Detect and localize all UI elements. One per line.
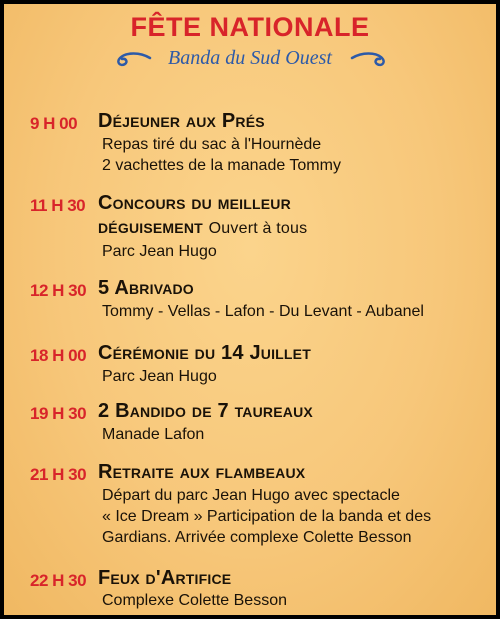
event-detail: 2 vachettes de la manade Tommy — [102, 157, 341, 174]
event-heading: Déjeuner aux Prés — [98, 110, 265, 132]
event-detail: Départ du parc Jean Hugo avec spectacle — [102, 487, 400, 504]
event-heading-extra: Ouvert à tous — [208, 220, 308, 237]
event-heading: Feux d'Artifice — [98, 567, 232, 589]
event-heading: 5 Abrivado — [98, 277, 194, 299]
event-detail: « Ice Dream » Participation de la banda et des — [102, 508, 432, 525]
event-detail: Parc Jean Hugo — [102, 243, 217, 260]
event-heading: 2 Bandido de 7 taureaux — [98, 400, 313, 422]
event-time: 22 H 30 — [30, 571, 87, 590]
poster-subtitle: Banda du Sud Ouest — [168, 47, 332, 69]
event-time: 19 H 30 — [30, 404, 87, 423]
event-heading-line2 — [98, 216, 307, 239]
event-detail: Repas tiré du sac à l'Hournède — [102, 136, 322, 153]
event-detail: Gardians. Arrivée complexe Colette Besson — [102, 529, 412, 546]
event-detail: Manade Lafon — [102, 426, 205, 443]
event-time: 18 H 00 — [30, 346, 87, 365]
poster-title: FÊTE NATIONALE — [130, 12, 370, 42]
event-heading: Concours du meilleur — [98, 192, 291, 214]
event-heading: Cérémonie du 14 Juillet — [98, 342, 311, 364]
event-time: 21 H 30 — [30, 465, 87, 484]
event-time: 9 H 00 — [30, 114, 78, 133]
event-time: 12 H 30 — [30, 281, 87, 300]
event-detail: Tommy - Vellas - Lafon - Du Levant - Aubanel — [102, 303, 424, 320]
right-swirl-ornament — [350, 48, 390, 70]
event-detail: Parc Jean Hugo — [102, 368, 217, 385]
event-time: 11 H 30 — [30, 196, 86, 215]
poster — [4, 4, 496, 615]
event-detail: Complexe Colette Besson — [102, 592, 287, 609]
event-heading: Retraite aux flambeaux — [98, 461, 306, 483]
event-heading-2: déguisement — [98, 216, 203, 238]
